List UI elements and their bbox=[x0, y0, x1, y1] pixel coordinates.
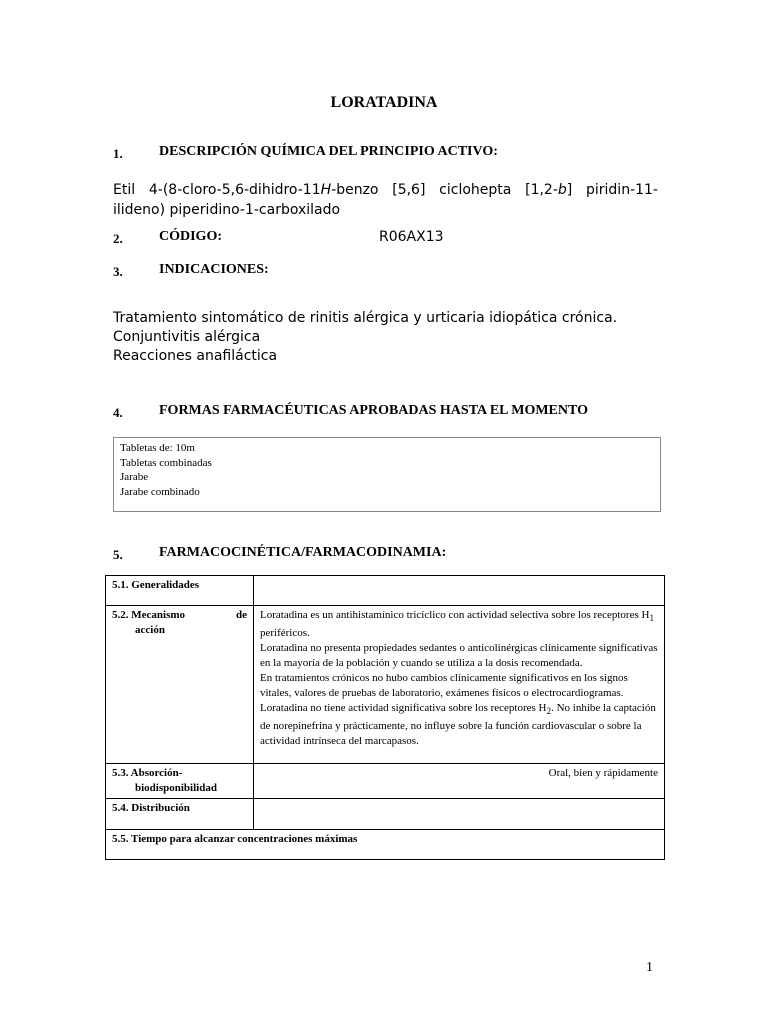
section-3-number: 3. bbox=[113, 264, 123, 279]
text-part: periféricos. bbox=[260, 627, 310, 640]
indication-item: Conjuntivitis alérgica bbox=[113, 329, 261, 345]
section-3-title: INDICACIONES: bbox=[159, 262, 269, 277]
dosage-forms-box bbox=[113, 437, 661, 512]
row-value-absorcion: Oral, bien y rápidamente bbox=[254, 764, 665, 799]
subscript: 1 bbox=[649, 613, 655, 624]
row-label-distribucion: 5.4. Distribución bbox=[106, 799, 254, 830]
section-2-number: 2. bbox=[113, 231, 123, 246]
section-4-title: FORMAS FARMACÉUTICAS APROBADAS HASTA EL MOMENTO bbox=[159, 403, 588, 418]
row-value-generalidades bbox=[254, 576, 665, 606]
section-1-number: 1. bbox=[113, 146, 123, 161]
row-label-generalidades: 5.1. Generalidades bbox=[106, 576, 254, 606]
chem-text-part: ] piridin-11-ilideno) piperidino-1-carboxilado bbox=[113, 182, 658, 218]
mechanism-paragraph bbox=[260, 608, 658, 641]
dosage-form-item: Tabletas de: 10m bbox=[120, 442, 195, 454]
indications-list bbox=[113, 309, 673, 366]
indication-item: Reacciones anafiláctica bbox=[113, 348, 278, 364]
page-number: 1 bbox=[646, 960, 653, 975]
text-part: Loratadina es un antihistamínico tricíclico con actividad selectiva sobre los receptores H bbox=[260, 609, 650, 621]
row-label-absorcion bbox=[106, 764, 254, 799]
dosage-form-item: Jarabe combinado bbox=[120, 485, 200, 498]
row-value-distribucion bbox=[254, 799, 665, 830]
section-2-title: CÓDIGO: bbox=[159, 229, 222, 244]
section-5-title: FARMACOCINÉTICA/FARMACODINAMIA: bbox=[159, 545, 447, 560]
chemical-description bbox=[113, 180, 658, 220]
label-part: biodisponibilidad bbox=[135, 782, 217, 795]
subscript: 2 bbox=[546, 706, 552, 717]
row-label-tiempo-max: 5.5. Tiempo para alcanzar concentraciones máximas bbox=[106, 830, 665, 860]
table-row bbox=[106, 606, 665, 764]
table-row bbox=[106, 799, 665, 830]
section-5-number: 5. bbox=[113, 547, 123, 562]
label-part: de bbox=[236, 609, 247, 621]
chem-text-part: -benzo [5,6] ciclohepta [1,2- bbox=[331, 182, 558, 198]
dosage-form-item: Tabletas combinadas bbox=[120, 456, 212, 469]
section-1-title: DESCRIPCIÓN QUÍMICA DEL PRINCIPIO ACTIVO: bbox=[159, 144, 498, 159]
row-value-mecanismo bbox=[254, 606, 665, 764]
section-4-number: 4. bbox=[113, 405, 123, 420]
document-title: LORATADINA bbox=[330, 94, 438, 111]
table-row bbox=[106, 764, 665, 799]
pharmacokinetics-table bbox=[105, 575, 665, 860]
chem-text-italic: b bbox=[557, 182, 567, 198]
label-part: 5.3. Absorción- bbox=[112, 767, 183, 780]
table-row bbox=[106, 576, 665, 606]
label-part: 5.2. Mecanismo bbox=[112, 609, 186, 621]
text-part: . No inhibe la captación de norepinefrina y prácticamente, no influye sobre la función cardiovascular o sobre la actividad intrínseca del marcapasos. bbox=[260, 702, 656, 748]
indication-item: Tratamiento sintomático de rinitis alérgica y urticaria idiopática crónica. bbox=[113, 310, 618, 326]
mechanism-paragraph bbox=[260, 701, 658, 749]
label-part: acción bbox=[135, 624, 165, 636]
chem-text-italic: H bbox=[320, 182, 332, 198]
mechanism-paragraph: Loratadina no presenta propiedades sedantes o anticolinérgicas clínicamente significativas en la mayoría de la población y cuando se utiliza a la dosis recomendada. bbox=[260, 642, 658, 670]
mechanism-paragraph: En tratamientos crónicos no hubo cambios clínicamente significativos en los signos vitales, valores de pruebas de laboratorio, exámenes físicos o electrocardiogramas. bbox=[260, 672, 628, 700]
table-row bbox=[106, 830, 665, 860]
atc-code-value: R06AX13 bbox=[379, 229, 444, 245]
row-label-mecanismo bbox=[106, 606, 254, 764]
chem-text-part: Etil 4-(8-cloro-5,6-dihidro-11 bbox=[113, 182, 321, 198]
dosage-form-item: Jarabe bbox=[120, 471, 149, 483]
text-part: Loratadina no tiene actividad significativa sobre los receptores H bbox=[260, 702, 547, 715]
